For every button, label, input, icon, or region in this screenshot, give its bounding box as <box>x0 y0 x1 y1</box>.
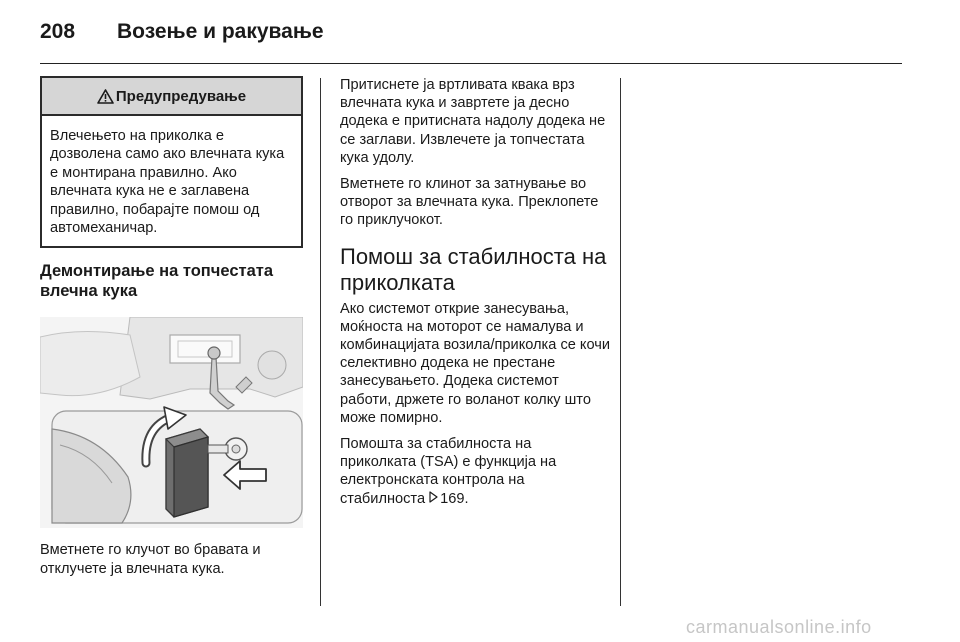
warning-header <box>42 78 301 116</box>
page-header <box>40 18 902 64</box>
paragraph-remove-ball: Притиснете ја вртливата квака врз влечната кука и завртете ја десно додека е притисната надолу додека не се заглави. Извлечете ја топчестата кука удолу. <box>340 77 606 166</box>
chapter-title: Возење и ракување <box>117 20 324 43</box>
warning-triangle-icon <box>97 89 114 104</box>
page-number: 208 <box>40 20 76 43</box>
page-reference[interactable]: 169. <box>440 490 469 507</box>
paragraph-tsa-operation: Ако системот открие занесувања, моќноста на моторот се намалува и комбинацијата возила/приколка се кочи селективно додека не престане занесувањето. Додека системот работи, држете го воланот колку што може помирно. <box>340 300 611 426</box>
left-column <box>40 76 303 578</box>
column-divider-right <box>620 78 621 606</box>
warning-title: Предупредување <box>115 87 247 105</box>
section-heading-removal: Демонтирање на топчестата влечна кука <box>40 262 274 301</box>
section-heading-tsa: Помош за стабилноста на приколката <box>340 243 607 295</box>
warning-box <box>40 76 303 248</box>
warning-text: Влечењето на приколка е дозволена само ако влечната кука е монтирана правилно. Ако влечната кука не е заглавена правилно, побарајте помош од автомеханичар. <box>50 128 285 237</box>
towbar-illustration <box>40 317 303 528</box>
middle-column <box>340 76 610 516</box>
page-reference-arrow-icon <box>429 490 438 508</box>
watermark: carmanualsonline.info <box>686 617 872 637</box>
paragraph-tsa-function <box>340 435 610 508</box>
column-divider-left <box>320 78 321 606</box>
paragraph-insert-plug: Вметнете го клинот за затнување во отворот за влечната кука. Преклопете го приклучокот. <box>340 176 599 229</box>
tsa-function-text: Помошта за стабилноста на приколката (TSA) е функција на електронската контрола на стабилноста <box>340 436 557 507</box>
figure-caption: Вметнете го клучот во бравата и отклучете ја влечната кука. <box>40 542 261 577</box>
